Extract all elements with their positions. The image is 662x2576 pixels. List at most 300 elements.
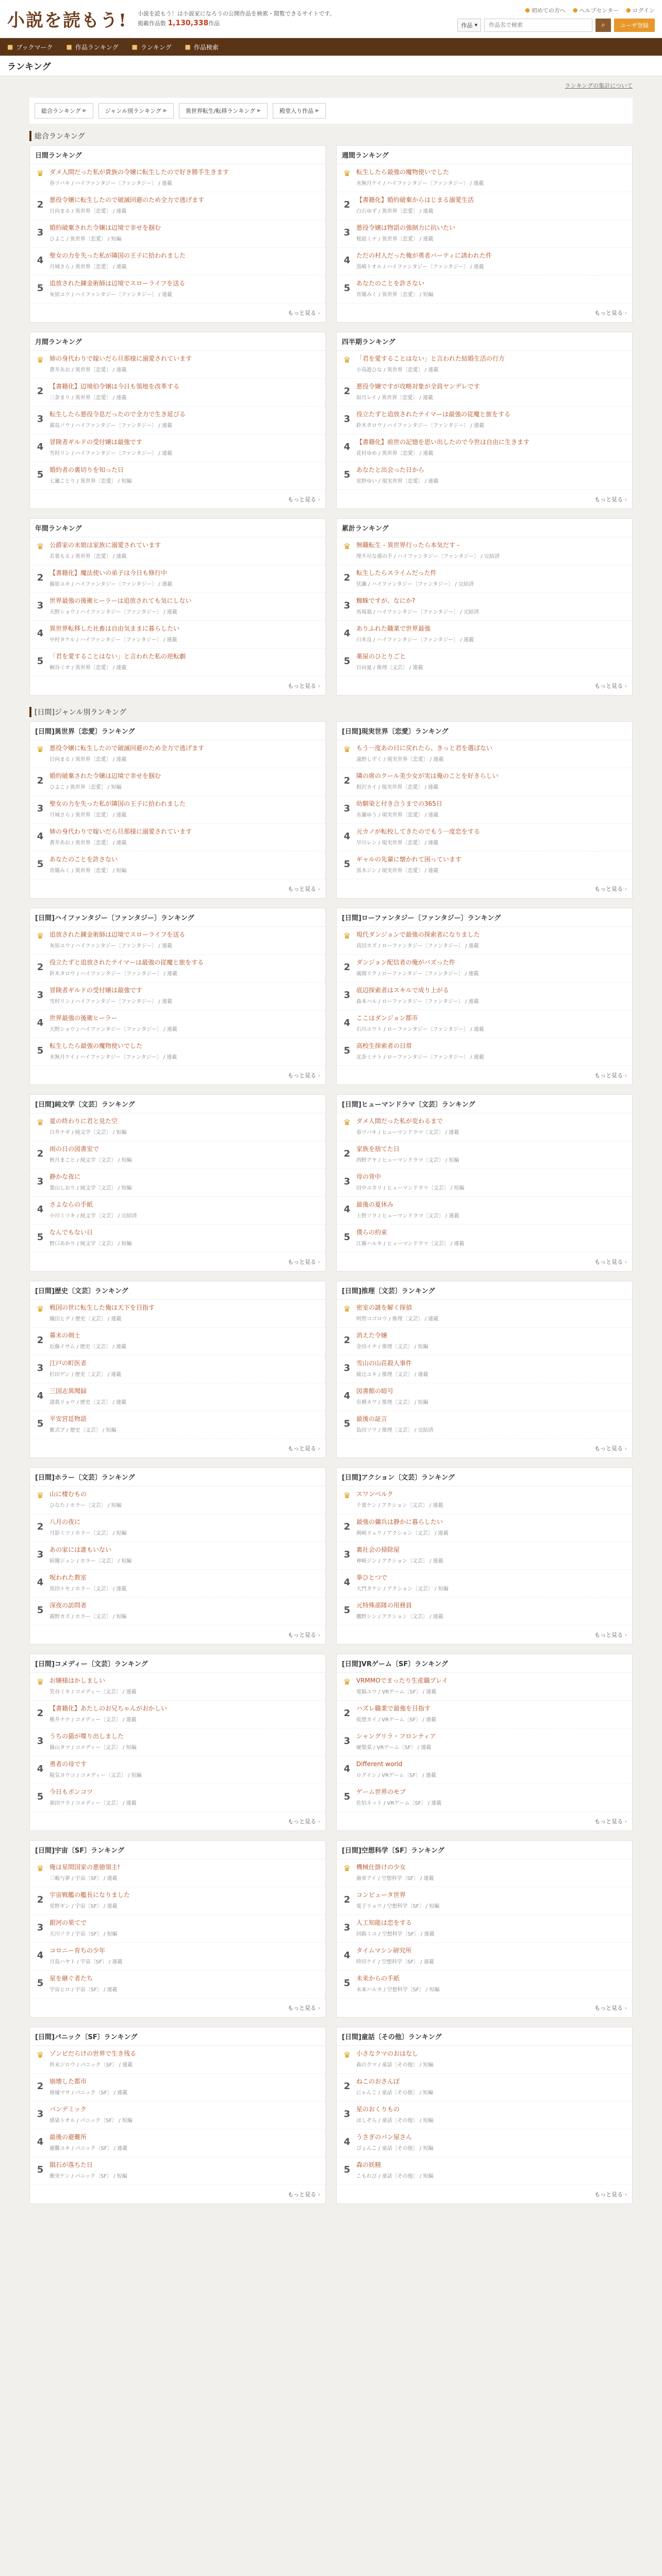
work-title-link[interactable]: 幼馴染と付き合うまでの365日 — [356, 800, 442, 807]
more-link[interactable]: もっと見る › — [288, 1632, 320, 1638]
chevron-right-icon: › — [316, 683, 320, 689]
work-title-link[interactable]: 宇宙戦艦の艦長になりました — [49, 1891, 130, 1899]
work-meta: 星野ギン / 宇宙〔SF〕 / 連載 — [49, 1904, 118, 1909]
ranking-row — [30, 1038, 325, 1066]
work-title-link[interactable]: 転生したら最強の魔物使いでした — [49, 1042, 143, 1049]
work-title-link[interactable]: 小さなクマのおはなし — [356, 2050, 419, 2057]
nav-bookmark[interactable]: ■ ブックマーク — [7, 43, 53, 51]
tab-genre[interactable]: ジャンル別ランキング ▶ — [98, 103, 174, 118]
work-title-link[interactable]: 人工知能は恋をする — [356, 1919, 412, 1926]
work-title-link[interactable]: Different world — [356, 1760, 403, 1768]
work-title-link[interactable]: 江戸の町医者 — [49, 1360, 87, 1367]
card-title: 四半期ランキング — [337, 332, 632, 351]
work-title-link[interactable]: 転生したら最強の魔物使いでした — [356, 168, 450, 176]
work-title-link[interactable]: ダメ人間だった私が貴族の令嬢に転生したので好き勝手生きます — [49, 168, 229, 176]
site-logo[interactable] — [7, 6, 127, 31]
ranking-row — [337, 276, 632, 303]
rank-number: 3 — [37, 1363, 44, 1374]
rank-number: 5 — [37, 1791, 44, 1802]
work-meta: 桐谷ミオ / 異世界〔恋愛〕 / 連載 — [49, 665, 127, 671]
work-title-link[interactable]: 婚約破棄された令嬢は辺境で幸せを掴む — [49, 224, 161, 231]
work-meta: 回路ミユ / 空想科学〔SF〕 / 連載 — [356, 1931, 435, 1937]
work-title-link[interactable]: 追放された錬金術師は辺境でスローライフを送る — [49, 280, 186, 287]
work-title-link[interactable]: 【書籍化】あたしのお兄ちゃんがおかしい — [49, 1705, 168, 1712]
work-title-link[interactable]: 母の背中 — [356, 1173, 382, 1180]
work-title-link[interactable]: 姉の身代わりで嫁いだら旦那様に溺愛されています — [49, 828, 192, 835]
ranking-row — [30, 955, 325, 982]
rank-number: 5 — [343, 1232, 351, 1243]
help-icon: ● — [572, 7, 578, 13]
work-meta: 陽気ヨウコ / コメディー〔文芸〕 / 短編 — [49, 1773, 142, 1778]
work-title-link[interactable]: 未来からの手紙 — [356, 1975, 400, 1982]
rank-number: 5 — [343, 1978, 351, 1989]
ranking-row — [30, 351, 325, 379]
crown-icon: ♛ — [36, 541, 44, 551]
work-title-link[interactable]: 雪山の山荘殺人事件 — [356, 1360, 412, 1367]
ranking-list — [30, 1486, 325, 1625]
crown-icon: ♛ — [343, 1863, 351, 1873]
work-title-link[interactable]: 戦国の世に転生した俺は天下を目指す — [49, 1304, 155, 1311]
work-title-link[interactable]: ねこのおさんぽ — [356, 2078, 400, 2085]
work-meta: 水無月ケイ / ハイファンタジー〔ファンタジー〕 / 連載 — [356, 181, 484, 187]
work-title-link[interactable]: 聖女の力を失った私が隣国の王子に拾われました — [49, 252, 186, 259]
ranking-row — [30, 1756, 325, 1784]
rank-number: 5 — [343, 1791, 351, 1802]
crown-icon: ♛ — [343, 355, 351, 365]
work-title-link[interactable]: さよならの手紙 — [49, 1201, 93, 1208]
work-title-link[interactable]: 【書籍化】婚約破棄からはじまる溺愛生活 — [356, 196, 474, 204]
ranking-list — [337, 2046, 632, 2185]
work-title-link[interactable]: 拳ひとつで — [356, 1574, 387, 1581]
work-meta: 秋月まこと / 純文学〔文芸〕 / 短編 — [49, 1158, 132, 1163]
ranking-row — [337, 2046, 632, 2074]
rank-number: 4 — [343, 831, 351, 842]
ranking-list — [337, 1486, 632, 1625]
work-title-link[interactable]: 銀河の果てで — [49, 1919, 87, 1926]
work-title-link[interactable]: 【書籍化】魔法使いの弟子は今日も修行中 — [49, 569, 168, 577]
ranking-row — [337, 852, 632, 879]
ranking-row — [30, 2102, 325, 2129]
work-title-link[interactable]: シャングリラ・フロンティア — [356, 1733, 436, 1740]
genre-ranking-card — [29, 1467, 326, 1645]
rank-number: 3 — [37, 1176, 44, 1187]
work-title-link[interactable]: ダメ人間だった私が変わるまで — [356, 1117, 443, 1125]
ranking-row — [30, 1943, 325, 1971]
work-meta: 小川ミツキ / 純文学〔文芸〕 / 完結済 — [49, 1213, 137, 1219]
rank-number: 2 — [37, 2081, 44, 2092]
genre-ranking-card — [336, 2027, 633, 2204]
rank-number: 5 — [343, 469, 351, 480]
more-link[interactable]: もっと見る › — [288, 496, 320, 503]
genre-ranking-card — [29, 1094, 326, 1272]
work-title-link[interactable]: ハズレ職業で最強を目指す — [356, 1705, 431, 1712]
chevron-right-icon: › — [316, 886, 320, 892]
ranking-row — [30, 740, 325, 768]
work-title-link[interactable]: スワンベルク — [356, 1490, 393, 1498]
nav-ranking[interactable]: ■ ランキング — [131, 43, 172, 51]
rank-number: 3 — [37, 803, 44, 814]
chevron-right-icon: ▶ — [163, 108, 167, 113]
ranking-row — [337, 955, 632, 982]
ranking-row — [30, 1411, 325, 1439]
main-content — [29, 76, 633, 2246]
ranking-row — [30, 852, 325, 879]
work-meta: 千葉ケン / アクション〔文芸〕 / 連載 — [356, 1503, 443, 1509]
ranking-row — [30, 1701, 325, 1728]
work-title-link[interactable]: 悪役令嬢に転生したので破滅回避のため全力で逃げます — [49, 744, 205, 752]
work-title-link[interactable]: 星を継ぐ者たち — [49, 1975, 93, 1982]
work-title-link[interactable]: 八月の夜に — [49, 1518, 81, 1526]
crown-icon: ♛ — [343, 1490, 351, 1500]
work-title-link[interactable]: 消えた令嬢 — [356, 1332, 388, 1339]
work-title-link[interactable]: 静かな夜に — [49, 1173, 81, 1180]
work-meta: 中村タケル / ハイファンタジー〔ファンタジー〕 / 連載 — [49, 637, 177, 643]
work-title-link[interactable]: 最後の夏休み — [356, 1201, 394, 1208]
ranking-row — [337, 2102, 632, 2129]
work-title-link[interactable]: 最後の証言 — [356, 1415, 388, 1422]
rank-number: 2 — [343, 1148, 351, 1159]
ranking-row — [30, 1887, 325, 1915]
more-link[interactable]: もっと見る › — [594, 1259, 627, 1265]
overall-ranking-card — [29, 145, 326, 323]
work-title-link[interactable]: 悪役令嬢は物語の強制力に抗いたい — [356, 224, 456, 231]
work-title-link[interactable]: 深夜の訪問者 — [49, 1602, 87, 1609]
work-title-link[interactable]: 異世界転移した社畜は自由気ままに暮らしたい — [49, 625, 180, 632]
work-title-link[interactable]: 裏社会の掃除屋 — [356, 1546, 400, 1553]
rank-number: 5 — [37, 1418, 44, 1429]
header-link-beginners[interactable]: ● 初めての方へ — [525, 7, 566, 14]
work-title-link[interactable]: 役立たずと追放されたテイマーは最強の従魔と旅をする — [49, 959, 204, 966]
work-meta: ぴょんこ / 童話〔その他〕 / 短編 — [356, 2146, 434, 2151]
more-link[interactable]: もっと見る › — [288, 1445, 320, 1452]
work-title-link[interactable]: 森の妖精 — [356, 2161, 382, 2168]
work-title-link[interactable]: 役立たずと追放されたテイマーは最強の従魔と旅をする — [356, 411, 511, 418]
work-meta: 白石ゆず / 異世界〔恋愛〕 / 連載 — [356, 209, 434, 214]
rank-number: 2 — [37, 386, 44, 397]
ranking-help-link[interactable]: ランキングの集計について — [565, 82, 633, 89]
work-meta: 桃井ナナ / コメディー〔文芸〕 / 連載 — [49, 1717, 137, 1723]
site-header — [0, 0, 662, 38]
work-title-link[interactable]: 山に棲むもの — [49, 1490, 87, 1498]
work-title-link[interactable]: 転生したら悪役令息だったので全力で生き延びる — [49, 411, 186, 418]
work-meta: 紫式ブ / 歴史〔文芸〕 / 短編 — [49, 1428, 117, 1433]
more-link[interactable]: もっと見る › — [594, 683, 627, 689]
work-title-link[interactable]: 俺は星間国家の悪徳領主! — [49, 1863, 120, 1871]
work-title-link[interactable]: 姉の身代わりで嫁いだら旦那様に溺愛されています — [49, 355, 192, 362]
genre-ranking-card — [29, 908, 326, 1085]
work-title-link[interactable]: 公爵家の末娘は家族に溺愛されています — [49, 541, 161, 549]
work-title-link[interactable]: なんでもない日 — [49, 1229, 93, 1236]
ranking-row — [30, 982, 325, 1010]
rank-number: 3 — [37, 990, 44, 1001]
work-meta: 日向まる / 異世界〔恋愛〕 / 連載 — [49, 209, 127, 214]
work-title-link[interactable]: 悪役令嬢に転生したので破滅回避のため全力で逃げます — [49, 196, 205, 204]
tab-isekai[interactable]: 異世界転生/転移ランキング ▶ — [179, 103, 268, 118]
work-title-link[interactable]: タイムマシン研究所 — [356, 1947, 412, 1954]
work-meta: 有栖カワ / 推理〔文芸〕 / 短編 — [356, 1400, 428, 1405]
more-link[interactable]: もっと見る › — [288, 886, 320, 892]
work-title-link[interactable]: 無職転生 - 異世界行ったら本気だす - — [356, 541, 460, 549]
rank-number: 5 — [37, 1978, 44, 1989]
nav-search[interactable]: ■ 作品検索 — [185, 43, 219, 51]
search-button[interactable] — [595, 19, 611, 32]
chevron-right-icon: ▶ — [257, 108, 261, 113]
work-meta: 黒木ジン / 現実世界〔恋愛〕 / 連載 — [356, 868, 439, 874]
ranking-row — [30, 220, 325, 248]
user-register-button[interactable]: ユーザ登録 — [614, 19, 655, 32]
card-title: 年間ランキング — [30, 519, 325, 537]
work-title-link[interactable]: 元カノが転校してきたのでもう一度恋をする — [356, 828, 481, 835]
ranking-row — [30, 1673, 325, 1701]
work-title-link[interactable]: 【書籍化】辺境伯令嬢は今日も領地を改革する — [49, 383, 180, 390]
work-meta: 終末ジロウ / パニック〔SF〕 / 連載 — [49, 2062, 133, 2068]
ranking-row — [30, 434, 325, 462]
rank-number: 2 — [37, 775, 44, 786]
work-title-link[interactable]: 密室の謎を解く探偵 — [356, 1304, 412, 1311]
card-title: [日間]異世界〔恋愛〕ランキング — [30, 722, 325, 740]
rank-number: 4 — [343, 1018, 351, 1028]
logo-text: 小説を読もう! — [7, 10, 127, 31]
more-link[interactable]: もっと見る › — [288, 310, 320, 316]
ranking-row — [337, 1887, 632, 1915]
work-meta: 黒田トモ / ホラー〔文芸〕 / 連載 — [49, 1586, 127, 1592]
more-link[interactable]: もっと見る › — [594, 1445, 627, 1452]
crown-icon: ♛ — [343, 1117, 351, 1127]
work-title-link[interactable]: 悪役令嬢ですが攻略対象が全員ヤンデレです — [356, 383, 480, 390]
work-title-link[interactable]: 聖女の力を失った私が隣国の王子に拾われました — [49, 800, 186, 807]
overall-ranking-card — [336, 332, 633, 509]
work-title-link[interactable]: 家族を捨てた日 — [356, 1145, 400, 1153]
ranking-row — [337, 1943, 632, 1971]
more-link[interactable]: もっと見る › — [288, 683, 320, 689]
work-title-link[interactable]: 夏の終わりに君と見た空 — [49, 1117, 118, 1125]
work-title-link[interactable]: うちの猫が喋り出しました — [49, 1733, 124, 1740]
crown-icon: ♛ — [36, 931, 44, 941]
more-link[interactable]: もっと見る › — [594, 886, 627, 892]
ranking-row — [337, 649, 632, 676]
work-title-link[interactable]: 図書館の暗号 — [356, 1387, 394, 1395]
work-title-link[interactable]: ありふれた職業で世界最強 — [356, 625, 431, 632]
work-title-link[interactable]: 婚約破棄された令嬢は辺境で幸せを掴む — [49, 772, 161, 779]
work-meta: 灰原ユウ / ハイファンタジー〔ファンタジー〕 / 連載 — [49, 292, 172, 298]
work-meta: ログイン / VRゲーム〔SF〕 / 連載 — [356, 1773, 436, 1778]
rank-number: 5 — [37, 469, 44, 480]
tab-hall-of-fame[interactable]: 殿堂入り作品 ▶ — [273, 103, 326, 118]
work-title-link[interactable]: 転生したらスライムだった件 — [356, 569, 437, 577]
work-title-link[interactable]: うさぎのパン屋さん — [356, 2133, 412, 2141]
ranking-row — [337, 824, 632, 852]
work-title-link[interactable]: 世界最強の後衛ヒーラーは追放されても気にしない — [49, 597, 192, 604]
search-input[interactable] — [484, 19, 592, 32]
work-title-link[interactable]: 追放された錬金術師は辺境でスローライフを送る — [49, 931, 186, 938]
card-title: [日間]VRゲーム〔SF〕ランキング — [337, 1654, 632, 1673]
ranking-list — [30, 1859, 325, 1998]
work-meta: 宵闇みく / 異世界〔恋愛〕 / 短編 — [49, 868, 127, 874]
rank-number: 2 — [343, 572, 351, 583]
work-meta: 佐伯ネット / VRゲーム〔SF〕 / 連載 — [356, 1801, 442, 1806]
work-title-link[interactable]: VRMMOでまったり生産職プレイ — [356, 1677, 448, 1684]
work-title-link[interactable]: コンピュータ世界 — [356, 1891, 406, 1899]
ranking-row — [30, 593, 325, 621]
search-type-select[interactable]: 作品 ▾ — [457, 19, 481, 32]
work-meta: 雪村リン / ハイファンタジー〔ファンタジー〕 / 連載 — [49, 451, 172, 456]
ranking-row — [337, 537, 632, 565]
work-title-link[interactable]: 【書籍化】前世の記憶を思い出したので今世は自由に生きます — [356, 438, 530, 446]
more-link[interactable]: もっと見る › — [594, 2191, 627, 2198]
work-title-link[interactable]: 三国志異聞録 — [49, 1387, 87, 1395]
work-title-link[interactable]: 底辺探索者はスキルで成り上がる — [356, 987, 449, 994]
rank-number: 4 — [37, 1577, 44, 1588]
work-title-link[interactable]: もう一度あの日に戻れたら、きっと君を選ばない — [356, 744, 493, 752]
work-title-link[interactable]: ギャルの先輩に懐かれて困っています — [356, 856, 462, 863]
work-title-link[interactable]: 平安宮廷物語 — [49, 1415, 87, 1422]
ranking-list — [30, 2046, 325, 2185]
work-title-link[interactable]: 最強の傭兵は静かに暮らしたい — [356, 1518, 443, 1526]
ranking-row — [30, 1570, 325, 1598]
rank-number: 2 — [37, 1708, 44, 1719]
more-link[interactable]: もっと見る › — [594, 496, 627, 503]
work-meta: ひよこ / 異世界〔恋愛〕 / 短編 — [49, 236, 122, 242]
rank-number: 4 — [37, 831, 44, 842]
work-title-link[interactable]: 蜘蛛ですが、なにか? — [356, 597, 416, 604]
work-title-link[interactable]: あなたのことを許さない — [49, 856, 118, 863]
work-title-link[interactable]: あの家には誰もいない — [49, 1546, 112, 1553]
rank-number: 3 — [37, 227, 44, 238]
work-title-link[interactable]: あなたのことを許さない — [356, 280, 425, 287]
more-link[interactable]: もっと見る › — [288, 1818, 320, 1825]
work-meta: 桜庭ミナ / 異世界〔恋愛〕 / 連載 — [356, 236, 434, 242]
work-title-link[interactable]: 「君を愛することはない」と言われた私の逆転劇 — [49, 653, 186, 660]
work-meta: 月城さら / 異世界〔恋愛〕 / 連載 — [49, 812, 127, 818]
ranking-list — [30, 927, 325, 1066]
work-title-link[interactable]: ここはダンジョン都市 — [356, 1014, 418, 1022]
ranking-row — [30, 462, 325, 490]
work-meta: 三条まり / 異世界〔恋愛〕 / 連載 — [49, 395, 127, 401]
work-title-link[interactable]: 世界最強の後衛ヒーラー — [49, 1014, 118, 1022]
more-link[interactable]: もっと見る › — [594, 310, 627, 316]
work-meta: 未来ハルカ / 空想科学〔SF〕 / 短編 — [356, 1987, 440, 1993]
work-meta: 笑谷ミキ / コメディー〔文芸〕 / 連載 — [49, 1689, 137, 1695]
rank-number: 3 — [343, 1549, 351, 1560]
nav-work-ranking[interactable]: ■ 作品ランキング — [66, 43, 119, 51]
ranking-list — [337, 1673, 632, 1812]
work-meta: 感染トオル / パニック〔SF〕 / 短編 — [49, 2118, 133, 2124]
card-title: [日間]コメディー〔文芸〕ランキング — [30, 1654, 325, 1673]
work-title-link[interactable]: ただの村人だった俺が勇者パーティに誘われた件 — [356, 252, 492, 259]
work-title-link[interactable]: 幕末の剣士 — [49, 1332, 81, 1339]
work-title-link[interactable]: ゾンビだらけの世界で生き残る — [49, 2050, 137, 2057]
header-link-login[interactable]: ● ログイン — [625, 7, 655, 14]
rank-number: 2 — [343, 199, 351, 210]
more-link[interactable]: もっと見る › — [594, 1632, 627, 1638]
work-title-link[interactable]: ダンジョン配信者の俺がバズった件 — [356, 959, 455, 966]
work-title-link[interactable]: 呪われた教室 — [49, 1574, 87, 1581]
work-meta: 宵闇みく / 異世界〔恋愛〕 / 短編 — [356, 292, 434, 298]
ranking-row — [30, 164, 325, 192]
work-title-link[interactable]: 高校生探索者の日常 — [356, 1042, 412, 1049]
work-title-link[interactable]: パンデミック — [49, 2106, 87, 2113]
work-meta: 仮想カイ / VRゲーム〔SF〕 / 連載 — [356, 1717, 437, 1723]
more-link[interactable]: もっと見る › — [594, 2005, 627, 2011]
crown-icon: ♛ — [343, 168, 351, 178]
ranking-row — [30, 2157, 325, 2185]
more-link[interactable]: もっと見る › — [288, 2191, 320, 2198]
work-meta: 天野ショウ / ハイファンタジー〔ファンタジー〕 / 連載 — [49, 1027, 177, 1032]
work-title-link[interactable]: 薬屋のひとりごと — [356, 653, 406, 660]
rank-number: 4 — [343, 1391, 351, 1401]
work-meta: 理不尽な孫の手 / ハイファンタジー〔ファンタジー〕 / 完結済 — [356, 554, 500, 560]
work-meta: 綾辻ユキ / 推理〔文芸〕 / 連載 — [356, 1372, 428, 1378]
work-title-link[interactable]: 崩壊した都市 — [49, 2078, 87, 2085]
work-title-link[interactable]: 冒険者ギルドの受付嬢は最強です — [49, 987, 142, 994]
work-meta: 雪村リン / ハイファンタジー〔ファンタジー〕 / 連載 — [49, 999, 172, 1005]
more-link[interactable]: もっと見る › — [594, 1072, 627, 1079]
ranking-row — [337, 1514, 632, 1542]
rank-number: 3 — [343, 227, 351, 238]
ranking-row — [30, 1784, 325, 1812]
work-title-link[interactable]: 最後の避難所 — [49, 2133, 87, 2141]
work-meta: 星野ゆい / 現実世界〔恋愛〕 / 連載 — [356, 479, 439, 484]
header-link-help[interactable]: ● ヘルプセンター — [572, 7, 619, 14]
work-title-link[interactable]: 僕らの約束 — [356, 1229, 388, 1236]
rank-number: 5 — [37, 1232, 44, 1243]
work-title-link[interactable]: ゲーム世界のモブ — [356, 1788, 406, 1795]
rank-number: 2 — [37, 1335, 44, 1346]
work-title-link[interactable]: 今日もポンコツ — [49, 1788, 93, 1795]
work-title-link[interactable]: 婚約者の裏切りを知った日 — [49, 466, 124, 473]
rank-number: 2 — [343, 1335, 351, 1346]
work-title-link[interactable]: コロニー育ちの少年 — [49, 1947, 106, 1954]
ranking-icon: ■ — [66, 43, 72, 50]
genre-ranking-card — [336, 1467, 633, 1645]
rank-number: 5 — [343, 859, 351, 870]
ranking-row — [337, 1486, 632, 1514]
more-link[interactable]: もっと見る › — [288, 2005, 320, 2011]
more-link[interactable]: もっと見る › — [594, 1818, 627, 1825]
work-title-link[interactable]: 隣の席のクール美少女が実は俺のことを好きらしい — [356, 772, 499, 779]
work-title-link[interactable]: 雨の日の図書室で — [49, 1145, 100, 1153]
tab-overall[interactable]: 総合ランキング ▶ — [35, 103, 93, 118]
work-meta: 日向まる / 異世界〔恋愛〕 / 連載 — [49, 757, 127, 762]
work-title-link[interactable]: あなたと出会った日から — [356, 466, 425, 473]
more-link[interactable]: もっと見る › — [288, 1259, 320, 1265]
work-title-link[interactable]: 勇者の母です — [49, 1760, 87, 1768]
crown-icon: ♛ — [36, 1677, 44, 1687]
work-title-link[interactable]: 隕石が落ちた日 — [49, 2161, 93, 2168]
work-title-link[interactable]: 機械仕掛けの少女 — [356, 1863, 406, 1871]
ranking-list — [30, 1300, 325, 1439]
work-title-link[interactable]: 冒険者ギルドの受付嬢は最強です — [49, 438, 142, 446]
work-title-link[interactable]: 現代ダンジョンで最強の探索者になりました — [356, 931, 480, 938]
header-links — [525, 6, 655, 14]
work-title-link[interactable]: 星のおくりもの — [356, 2106, 400, 2113]
ranking-row — [337, 434, 632, 462]
ranking-list — [337, 351, 632, 490]
crown-icon: ♛ — [36, 168, 44, 178]
more-link[interactable]: もっと見る › — [288, 1072, 320, 1079]
site-tagline: 小説を読もう！は小説家になろうの公開作品を検索・閲覧できるサイトです。 — [137, 10, 336, 17]
ranking-row — [30, 1728, 325, 1756]
work-meta: 上野ソラ / ヒューマンドラマ〔文芸〕 / 連載 — [356, 1213, 459, 1219]
work-title-link[interactable]: お嬢様はかしましい — [49, 1677, 106, 1684]
card-title: [日間]ハイファンタジー〔ファンタジー〕ランキング — [30, 908, 325, 927]
work-meta: 白米良 / ハイファンタジー〔ファンタジー〕 / 連載 — [356, 637, 474, 643]
overall-ranking-card — [29, 332, 326, 509]
work-title-link[interactable]: 「君を愛することはない」と言われた結婚生活の行方 — [356, 355, 505, 362]
ranking-row — [337, 1169, 632, 1197]
rank-number: 3 — [343, 600, 351, 611]
work-title-link[interactable]: 元特殊部隊の用務員 — [356, 1602, 412, 1609]
